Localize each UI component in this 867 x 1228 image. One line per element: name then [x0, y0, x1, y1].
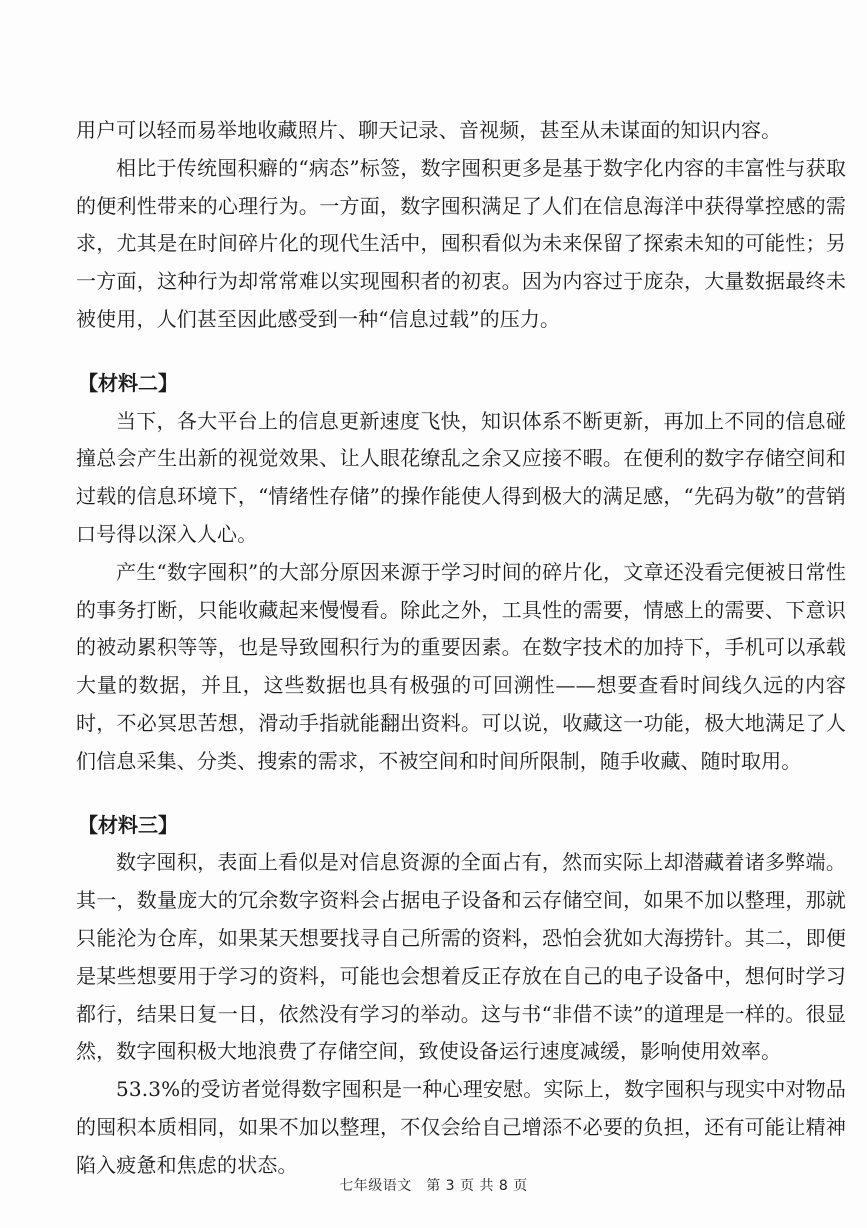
page-content: [76, 112, 846, 1185]
page-footer: 七年级语文 第 3 页 共 8 页: [339, 1178, 528, 1194]
body-paragraph: 数字囤积，表面上看似是对信息资源的全面占有，然而实际上却潜藏着诸多弊端。其一，数量庞大的冗余数字资料会占据电子设备和云存储空间，如果不加以整理，那就只能沦为仓库，如果某天想要找寻自己所需的资料，恐怕会犹如大海捞针。其二，即便是某些想要用于学习的资料，可能也会想着反正存放在自己的电子设备中，想何时学习都行，结果日复一日，依然没有学习的举动。这与书“非借不读”的道理是一样的。很显然，数字囤积极大地浪费了存储空间，致使设备运行速度减缓，影响使用效率。: [76, 850, 846, 1064]
continued-paragraph: 用户可以轻而易举地收藏照片、聊天记录、音视频，甚至从未谋面的知识内容。: [76, 118, 782, 142]
section-heading-material-2: 【材料二】: [78, 370, 178, 395]
body-paragraph: 当下，各大平台上的信息更新速度飞快，知识体系不断更新，再加上不同的信息碰撞总会产生出新的视觉效果、让人眼花缭乱之余又应接不暇。在便利的数字存储空间和过载的信息环境下，“情绪性存储”的操作能使人得到极大的满足感，“先码为敬”的营销口号得以深入人心。: [76, 408, 846, 546]
body-paragraph: 产生“数字囤积”的大部分原因来源于学习时间的碎片化，文章还没看完便被日常性的事务打断，只能收藏起来慢慢看。除此之外，工具性的需要，情感上的需要、下意识的被动累积等等，也是导致囤积行为的重要因素。在数字技术的加持下，手机可以承载大量的数据，并且，这些数据也具有极强的可回溯性——想要查看时间线久远的内容时，不必冥思苦想，滑动手指就能翻出资料。可以说，收藏这一功能，极大地满足了人们信息采集、分类、搜索的需求，不被空间和时间所限制，随手收藏、随时取用。: [76, 559, 846, 773]
body-paragraph: 53.3%的受访者觉得数字囤积是一种心理安慰。实际上，数字囤积与现实中对物品的囤积本质相同，如果不加以整理，不仅会给自己增添不必要的负担，还有可能让精神陷入疲惫和焦虑的状态。: [76, 1077, 846, 1177]
body-paragraph: 相比于传统囤积癖的“病态”标签，数字囤积更多是基于数字化内容的丰富性与获取的便利性带来的心理行为。一方面，数字囤积满足了人们在信息海洋中获得掌控感的需求，尤其是在时间碎片化的现代生活中，囤积看似为未来保留了探索未知的可能性；另一方面，这种行为却常常难以实现囤积者的初衷。因为内容过于庞杂，大量数据最终未被使用，人们甚至因此感受到一种“信息过载”的压力。: [76, 155, 846, 331]
section-heading-material-3: 【材料三】: [78, 812, 178, 837]
